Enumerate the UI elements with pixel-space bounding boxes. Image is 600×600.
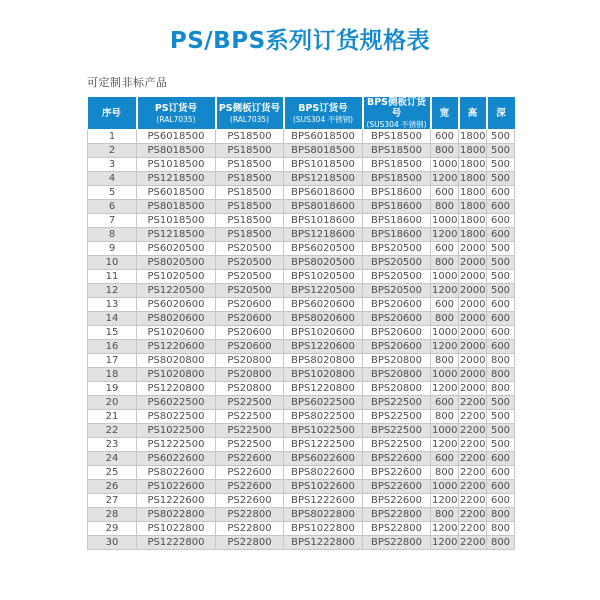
table-cell: BPS20500 bbox=[363, 256, 431, 270]
table-cell: BPS20500 bbox=[363, 242, 431, 256]
table-cell: 6 bbox=[88, 200, 137, 214]
table-cell: 1200 bbox=[432, 523, 458, 534]
table-cell: BPS8020600 bbox=[284, 312, 363, 326]
table-cell: BPS1022800 bbox=[284, 522, 363, 536]
table-cell: 2000 bbox=[460, 341, 486, 352]
table-cell: PS8022800 bbox=[137, 508, 216, 522]
table-cell: 1800 bbox=[460, 215, 486, 226]
table-cell: BPS8020500 bbox=[284, 256, 363, 270]
table-cell: 1000 bbox=[432, 327, 458, 338]
table-cell: 600 bbox=[431, 396, 459, 410]
table-cell: PS6018500 bbox=[137, 130, 216, 144]
table-cell: 1200 bbox=[432, 341, 458, 352]
table-cell: PS20800 bbox=[216, 382, 284, 396]
table-row bbox=[88, 242, 515, 256]
table-cell: PS22800 bbox=[216, 508, 284, 522]
table-cell: BPS1018600 bbox=[284, 214, 363, 228]
table-cell: BPS1220600 bbox=[284, 340, 363, 354]
table-cell: 600 bbox=[487, 466, 515, 480]
table-cell: 500 bbox=[487, 270, 515, 284]
table-cell: 1800 bbox=[460, 131, 486, 142]
table-cell: 500 bbox=[487, 256, 515, 270]
table-cell: 10 bbox=[88, 256, 137, 270]
table-cell: PS20600 bbox=[216, 340, 284, 354]
table-row bbox=[88, 382, 515, 396]
table-cell: 5 bbox=[88, 186, 137, 200]
table-cell: PS22600 bbox=[216, 466, 284, 480]
table-cell: 15 bbox=[88, 326, 137, 340]
table-cell: BPS1222600 bbox=[284, 494, 363, 508]
table-cell: 600 bbox=[487, 326, 515, 340]
table-cell: 800 bbox=[487, 368, 515, 382]
table-row bbox=[88, 158, 515, 172]
table-cell: 1200 bbox=[432, 439, 458, 450]
table-cell: BPS1222500 bbox=[284, 438, 363, 452]
table-cell: 600 bbox=[487, 298, 515, 312]
table-cell: PS22500 bbox=[216, 410, 284, 424]
table-cell: BPS18500 bbox=[363, 130, 431, 144]
table-cell: 2200 bbox=[460, 537, 486, 548]
table-cell: 26 bbox=[88, 480, 137, 494]
table-cell: PS1022600 bbox=[137, 480, 216, 494]
table-cell: 20 bbox=[88, 396, 137, 410]
table-cell: 2200 bbox=[460, 439, 486, 450]
table-cell: BPS18600 bbox=[363, 214, 431, 228]
table-cell: BPS22500 bbox=[363, 438, 431, 452]
table-row bbox=[88, 508, 515, 522]
table-row bbox=[88, 494, 515, 508]
column-header: 序号 bbox=[88, 97, 137, 130]
table-cell: BPS8022800 bbox=[284, 508, 363, 522]
table-cell: 600 bbox=[487, 452, 515, 466]
table-cell: 600 bbox=[431, 242, 459, 256]
table-row bbox=[88, 130, 515, 144]
table-cell: 11 bbox=[88, 270, 137, 284]
table-cell: PS6020600 bbox=[137, 298, 216, 312]
table-cell: BPS22800 bbox=[363, 508, 431, 522]
table-cell: PS1020500 bbox=[137, 270, 216, 284]
table-cell: BPS1020500 bbox=[284, 270, 363, 284]
table-cell: PS6022500 bbox=[137, 396, 216, 410]
table-cell: 17 bbox=[88, 354, 137, 368]
table-cell: PS18500 bbox=[216, 130, 284, 144]
table-cell: 2000 bbox=[460, 327, 486, 338]
table-cell: PS22500 bbox=[216, 396, 284, 410]
table-cell: 8 bbox=[88, 228, 137, 242]
table-cell: PS1220500 bbox=[137, 284, 216, 298]
table-cell: 800 bbox=[487, 382, 515, 396]
table-cell: PS1218500 bbox=[137, 228, 216, 242]
table-cell: 4 bbox=[88, 172, 137, 186]
table-cell: 2200 bbox=[460, 495, 486, 506]
table-cell: PS6020500 bbox=[137, 242, 216, 256]
table-cell: BPS22600 bbox=[363, 466, 431, 480]
table-cell: 500 bbox=[487, 438, 515, 452]
table-cell: 600 bbox=[487, 200, 515, 214]
table-cell: PS22600 bbox=[216, 494, 284, 508]
table-cell: PS20500 bbox=[216, 270, 284, 284]
table-cell: 21 bbox=[88, 410, 137, 424]
table-cell: BPS20600 bbox=[363, 326, 431, 340]
table-cell: BPS20600 bbox=[363, 340, 431, 354]
table-cell: 30 bbox=[88, 536, 137, 550]
table-row bbox=[88, 410, 515, 424]
table-cell: BPS6022600 bbox=[284, 452, 363, 466]
table-cell: PS18500 bbox=[216, 144, 284, 158]
table-row bbox=[88, 536, 515, 550]
table-cell: PS20600 bbox=[216, 298, 284, 312]
table-cell: 800 bbox=[431, 256, 459, 270]
table-cell: 27 bbox=[88, 494, 137, 508]
table-cell: PS22600 bbox=[216, 452, 284, 466]
table-cell: 25 bbox=[88, 466, 137, 480]
table-cell: 2200 bbox=[460, 411, 486, 422]
table-cell: 1000 bbox=[432, 271, 458, 282]
table-cell: 24 bbox=[88, 452, 137, 466]
table-cell: 800 bbox=[431, 312, 459, 326]
table-cell: 16 bbox=[88, 340, 137, 354]
table-cell: PS22800 bbox=[216, 536, 284, 550]
table-cell: 500 bbox=[487, 130, 515, 144]
table-cell: 600 bbox=[431, 298, 459, 312]
table-cell: 22 bbox=[88, 424, 137, 438]
table-cell: 23 bbox=[88, 438, 137, 452]
table-cell: 1800 bbox=[460, 159, 486, 170]
table-cell: BPS18600 bbox=[363, 186, 431, 200]
ordering-spec-table bbox=[87, 97, 515, 550]
table-cell: BPS1222800 bbox=[284, 536, 363, 550]
column-header: 高 bbox=[459, 97, 487, 130]
table-cell: PS1222500 bbox=[137, 438, 216, 452]
table-row bbox=[88, 438, 515, 452]
table-row bbox=[88, 312, 515, 326]
table-cell: PS8018500 bbox=[137, 144, 216, 158]
table-cell: BPS1020800 bbox=[284, 368, 363, 382]
table-cell: 2000 bbox=[460, 383, 486, 394]
table-cell: 600 bbox=[431, 452, 459, 466]
customizable-note: 可定制非标产品 bbox=[87, 76, 168, 89]
table-cell: 1000 bbox=[432, 481, 458, 492]
table-cell: 29 bbox=[88, 522, 137, 536]
table-cell: 2000 bbox=[460, 243, 486, 254]
table-cell: PS22600 bbox=[216, 480, 284, 494]
table-row bbox=[88, 228, 515, 242]
table-cell: 1200 bbox=[432, 537, 458, 548]
table-cell: 600 bbox=[487, 480, 515, 494]
table-row bbox=[88, 480, 515, 494]
table-cell: BPS20800 bbox=[363, 354, 431, 368]
table-cell: PS22500 bbox=[216, 438, 284, 452]
table-cell: 800 bbox=[431, 354, 459, 368]
table-row bbox=[88, 270, 515, 284]
table-cell: BPS8018500 bbox=[284, 144, 363, 158]
table-cell: 3 bbox=[88, 158, 137, 172]
table-cell: 500 bbox=[487, 424, 515, 438]
table-cell: PS20800 bbox=[216, 368, 284, 382]
table-cell: 2000 bbox=[460, 257, 486, 268]
table-cell: 1200 bbox=[432, 173, 458, 184]
table-cell: 28 bbox=[88, 508, 137, 522]
table-cell: BPS18500 bbox=[363, 144, 431, 158]
table-cell: 2200 bbox=[460, 481, 486, 492]
table-row bbox=[88, 452, 515, 466]
table-cell: BPS22500 bbox=[363, 396, 431, 410]
table-cell: PS8020500 bbox=[137, 256, 216, 270]
table-cell: BPS20500 bbox=[363, 284, 431, 298]
table-cell: 1000 bbox=[432, 159, 458, 170]
table-cell: PS1218500 bbox=[137, 172, 216, 186]
table-cell: PS20500 bbox=[216, 284, 284, 298]
table-cell: 1000 bbox=[432, 215, 458, 226]
table-cell: BPS1218600 bbox=[284, 228, 363, 242]
table-cell: 800 bbox=[487, 522, 515, 536]
column-header: PS侧板订货号 (RAL7035) bbox=[216, 97, 284, 130]
table-cell: 800 bbox=[487, 508, 515, 522]
table-cell: 1800 bbox=[460, 145, 486, 156]
table-cell: PS1018500 bbox=[137, 158, 216, 172]
table-cell: PS22500 bbox=[216, 424, 284, 438]
table-row bbox=[88, 424, 515, 438]
table-cell: 500 bbox=[487, 242, 515, 256]
table-cell: 500 bbox=[487, 158, 515, 172]
table-cell: 500 bbox=[487, 396, 515, 410]
table-cell: 2200 bbox=[460, 509, 486, 520]
table-cell: PS20500 bbox=[216, 242, 284, 256]
table-cell: PS1020600 bbox=[137, 326, 216, 340]
table-cell: BPS20800 bbox=[363, 368, 431, 382]
table-cell: 500 bbox=[487, 144, 515, 158]
table-cell: 2000 bbox=[460, 299, 486, 310]
table-cell: PS20600 bbox=[216, 326, 284, 340]
table-cell: 600 bbox=[431, 130, 459, 144]
table-cell: BPS1020600 bbox=[284, 326, 363, 340]
table-cell: BPS22500 bbox=[363, 424, 431, 438]
table-cell: BPS18600 bbox=[363, 200, 431, 214]
table-cell: 1000 bbox=[432, 369, 458, 380]
table-cell: BPS20500 bbox=[363, 270, 431, 284]
table-cell: BPS8020800 bbox=[284, 354, 363, 368]
column-header: PS订货号 (RAL7035) bbox=[137, 97, 216, 130]
table-cell: 800 bbox=[431, 144, 459, 158]
table-cell: 14 bbox=[88, 312, 137, 326]
table-cell: BPS1018500 bbox=[284, 158, 363, 172]
table-cell: 1800 bbox=[460, 229, 486, 240]
table-cell: BPS1022500 bbox=[284, 424, 363, 438]
table-cell: 600 bbox=[487, 228, 515, 242]
table-cell: PS6022600 bbox=[137, 452, 216, 466]
table-cell: PS20500 bbox=[216, 256, 284, 270]
table-cell: PS1222600 bbox=[137, 494, 216, 508]
table-cell: 600 bbox=[487, 312, 515, 326]
table-cell: 800 bbox=[431, 508, 459, 522]
table-cell: 1200 bbox=[432, 285, 458, 296]
table-row bbox=[88, 200, 515, 214]
table-cell: BPS20600 bbox=[363, 312, 431, 326]
table-cell: 7 bbox=[88, 214, 137, 228]
table-cell: BPS22500 bbox=[363, 410, 431, 424]
table-cell: 2000 bbox=[460, 285, 486, 296]
table-cell: 2200 bbox=[460, 397, 486, 408]
table-cell: BPS8022600 bbox=[284, 466, 363, 480]
table-cell: 19 bbox=[88, 382, 137, 396]
table-cell: PS20800 bbox=[216, 354, 284, 368]
table-row bbox=[88, 368, 515, 382]
table-cell: 12 bbox=[88, 284, 137, 298]
table-cell: BPS8022500 bbox=[284, 410, 363, 424]
table-cell: BPS6018600 bbox=[284, 186, 363, 200]
table-cell: 1800 bbox=[460, 187, 486, 198]
table-cell: BPS18500 bbox=[363, 172, 431, 186]
table-cell: 2 bbox=[88, 144, 137, 158]
table-cell: 1 bbox=[88, 130, 137, 144]
table-cell: BPS22600 bbox=[363, 494, 431, 508]
table-cell: PS18500 bbox=[216, 228, 284, 242]
table-cell: 600 bbox=[487, 186, 515, 200]
table-cell: PS1020800 bbox=[137, 368, 216, 382]
table-cell: BPS20600 bbox=[363, 298, 431, 312]
table-cell: BPS6020600 bbox=[284, 298, 363, 312]
table-cell: 1800 bbox=[460, 201, 486, 212]
table-cell: 500 bbox=[487, 284, 515, 298]
table-cell: PS18500 bbox=[216, 214, 284, 228]
table-row bbox=[88, 340, 515, 354]
table-cell: PS6018500 bbox=[137, 186, 216, 200]
table-row bbox=[88, 396, 515, 410]
table-cell: 1200 bbox=[432, 383, 458, 394]
table-cell: 800 bbox=[431, 466, 459, 480]
table-cell: 600 bbox=[487, 340, 515, 354]
table-row bbox=[88, 284, 515, 298]
table-cell: 800 bbox=[487, 536, 515, 550]
table-cell: BPS8018600 bbox=[284, 200, 363, 214]
table-cell: BPS22800 bbox=[363, 536, 431, 550]
column-header: BPS订货号 (SUS304 不锈钢) bbox=[284, 97, 363, 130]
table-cell: BPS22600 bbox=[363, 480, 431, 494]
table-cell: BPS22600 bbox=[363, 452, 431, 466]
table-cell: BPS1220800 bbox=[284, 382, 363, 396]
table-cell: 800 bbox=[487, 354, 515, 368]
table-cell: 600 bbox=[487, 494, 515, 508]
table-row bbox=[88, 298, 515, 312]
table-cell: 2000 bbox=[460, 313, 486, 324]
table-cell: PS18500 bbox=[216, 158, 284, 172]
table-row bbox=[88, 326, 515, 340]
table-cell: PS18500 bbox=[216, 186, 284, 200]
page-title: PS/BPS系列订货规格表 bbox=[169, 28, 431, 54]
table-header bbox=[88, 97, 515, 130]
table-row bbox=[88, 354, 515, 368]
table-cell: 1800 bbox=[460, 173, 486, 184]
table-cell: 2200 bbox=[460, 523, 486, 534]
table-cell: PS1022800 bbox=[137, 522, 216, 536]
column-header: 深 bbox=[487, 97, 515, 130]
table-row bbox=[88, 186, 515, 200]
table-cell: 600 bbox=[487, 214, 515, 228]
table-cell: BPS18600 bbox=[363, 228, 431, 242]
table-cell: PS1022500 bbox=[137, 424, 216, 438]
table-cell: 18 bbox=[88, 368, 137, 382]
table-row bbox=[88, 144, 515, 158]
table-cell: PS8020600 bbox=[137, 312, 216, 326]
table-cell: 800 bbox=[431, 200, 459, 214]
table-row bbox=[88, 466, 515, 480]
table-row bbox=[88, 172, 515, 186]
table-cell: 1200 bbox=[432, 229, 458, 240]
table-cell: 2200 bbox=[460, 425, 486, 436]
table-row bbox=[88, 256, 515, 270]
table-cell: BPS1220500 bbox=[284, 284, 363, 298]
table-cell: BPS1022600 bbox=[284, 480, 363, 494]
column-header: 宽 bbox=[431, 97, 459, 130]
table-cell: PS1222800 bbox=[137, 536, 216, 550]
table-cell: 1000 bbox=[432, 425, 458, 436]
table-row bbox=[88, 214, 515, 228]
table-cell: PS8022600 bbox=[137, 466, 216, 480]
table-cell: PS8020800 bbox=[137, 354, 216, 368]
table-cell: 500 bbox=[487, 172, 515, 186]
table-cell: PS22800 bbox=[216, 522, 284, 536]
table-cell: PS1220800 bbox=[137, 382, 216, 396]
table-cell: BPS18500 bbox=[363, 158, 431, 172]
table-cell: BPS22800 bbox=[363, 522, 431, 536]
table-cell: BPS1218500 bbox=[284, 172, 363, 186]
table-cell: 2000 bbox=[460, 369, 486, 380]
table-cell: 600 bbox=[431, 186, 459, 200]
table-cell: PS1220600 bbox=[137, 340, 216, 354]
table-cell: 2200 bbox=[460, 453, 486, 464]
table-cell: 13 bbox=[88, 298, 137, 312]
table-cell: 2000 bbox=[460, 355, 486, 366]
table-header-row bbox=[88, 97, 515, 130]
table-cell: 1200 bbox=[432, 495, 458, 506]
table-cell: 9 bbox=[88, 242, 137, 256]
table-cell: 500 bbox=[487, 410, 515, 424]
table-cell: PS1018500 bbox=[137, 214, 216, 228]
table-cell: PS18500 bbox=[216, 200, 284, 214]
table-cell: 800 bbox=[431, 410, 459, 424]
table-cell: PS8022500 bbox=[137, 410, 216, 424]
table-cell: BPS6020500 bbox=[284, 242, 363, 256]
table-cell: 2000 bbox=[460, 271, 486, 282]
table-cell: PS20600 bbox=[216, 312, 284, 326]
table-cell: PS18500 bbox=[216, 172, 284, 186]
table-cell: PS8018500 bbox=[137, 200, 216, 214]
table-cell: BPS6022500 bbox=[284, 396, 363, 410]
table-cell: BPS20800 bbox=[363, 382, 431, 396]
table-body bbox=[88, 130, 515, 550]
table-cell: 2200 bbox=[460, 467, 486, 478]
table-row bbox=[88, 522, 515, 536]
table-cell: BPS6018500 bbox=[284, 130, 363, 144]
column-header: BPS侧板订货号 (SUS304 不锈钢) bbox=[363, 97, 431, 130]
